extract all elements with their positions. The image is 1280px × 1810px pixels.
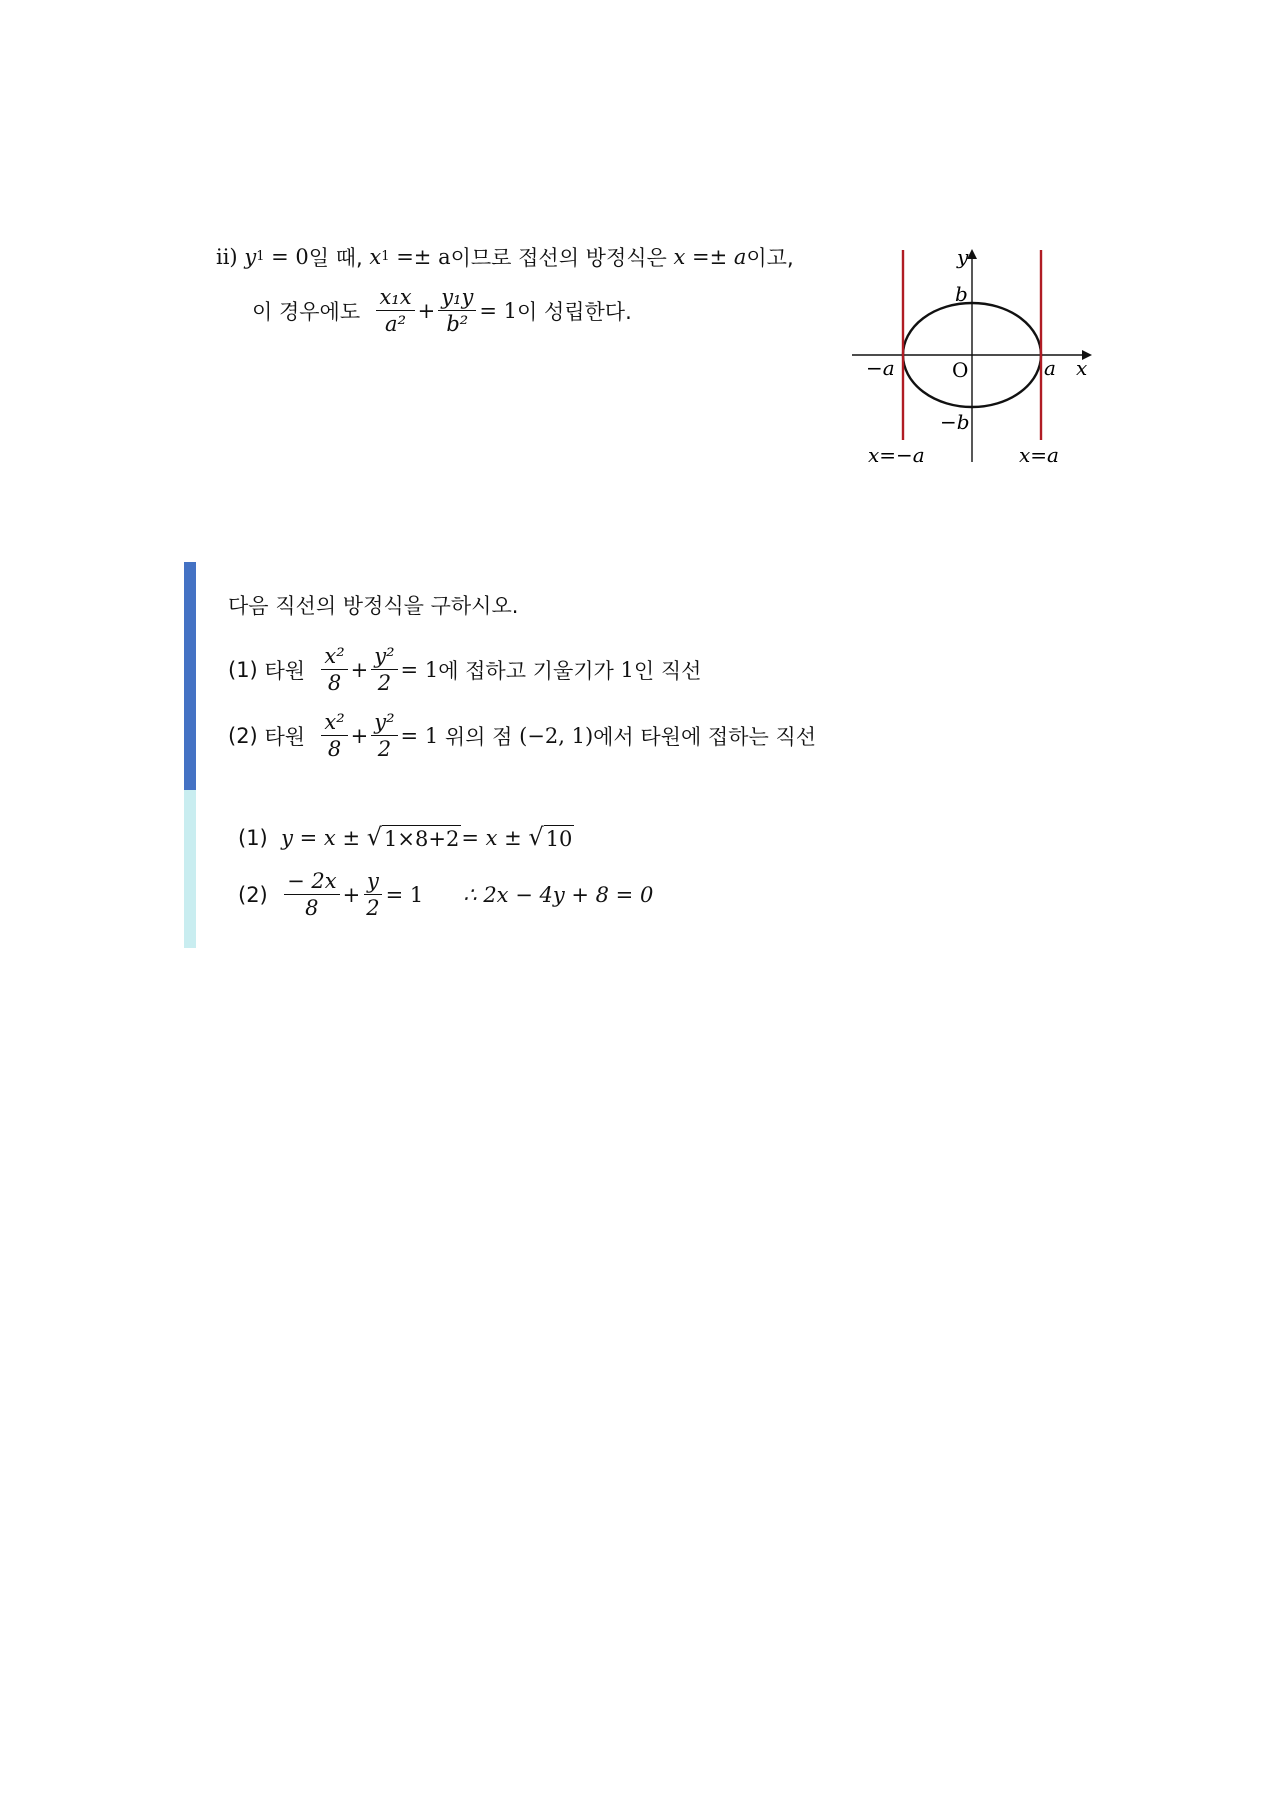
a2-plus: + [342,882,361,907]
case-ii-line2 [252,286,632,335]
a1-number: (1) [238,826,268,850]
q2-text: 위의 점 [438,724,520,749]
y-axis-arrow [967,249,977,259]
q2-eq: = 1 [400,723,439,748]
a2-fraction-1 [284,870,339,919]
right-a-label: a [1044,356,1056,380]
q2-fraction-x2-over-8 [321,711,347,760]
problem-q1 [228,645,701,694]
tangent-eq: x =± a [673,245,747,269]
q2-frac1-den: 8 [327,737,342,762]
q1-fraction-x2-over-8 [321,645,347,694]
q2-number: (2) [228,723,258,748]
eq-one: = 1 [479,298,517,323]
frac2-numerator: y₁y [438,286,476,311]
a1-sqrt-1 [367,825,462,851]
text-then: 이므로 접선의 방정식은 [450,246,674,270]
text-and: 이고, [746,246,794,270]
q2-word: 타원 [264,724,306,749]
a2-fraction-2 [363,870,382,919]
text-when: 일 때, [308,246,370,270]
a2-frac1-num: − 2x [284,870,339,895]
q2-frac2-num: y² [371,711,397,736]
q1-slope: 1 [620,657,634,682]
q1-number: (1) [228,657,258,682]
bottom-b-label: −b [940,410,970,434]
a1-radicand-1: 1×8+2 [384,827,460,851]
x1-eq: =± a [389,245,451,269]
q2-point: (−2, 1) [519,723,594,748]
ellipse-tangent-figure [830,240,1100,470]
radical-sign-icon: √ [528,823,544,851]
a1-lhs: y = x ± [281,826,361,850]
x1-var: x [369,245,382,269]
frac1-numerator: x₁x [376,286,414,311]
answer-accent-bar [184,790,196,948]
line2-suffix: 이 성립한다. [516,299,632,324]
q1-text2: 인 직선 [633,658,702,683]
a1-sqrt-2 [528,825,574,851]
answer-2 [238,870,653,919]
q2-fraction-y2-over-2 [371,711,397,760]
right-line-label: x=a [1019,443,1059,467]
a2-eq: = 1 [385,882,424,907]
left-line-label: x=−a [868,443,925,467]
radical-sign-icon: √ [366,823,383,851]
a1-radicand-2: 10 [545,827,573,851]
frac1-denominator: a² [385,312,406,337]
fraction-x1x-over-a2 [376,286,414,335]
case-ii-line1: ii) y 1 = 0 일 때, x 1 =± a 이므로 접선의 방정식은 x =± a 이고, [216,242,794,272]
q1-frac2-num: y² [371,645,397,670]
left-a-label: −a [866,356,895,380]
fraction-y1y-over-b2 [438,286,476,335]
a2-number: (2) [238,882,268,907]
line2-prefix: 이 경우에도 [252,299,361,324]
y-axis-label: y [957,245,969,269]
a2-therefore: ∴ 2x − 4y + 8 = 0 [463,882,654,907]
q2-text2: 에서 타원에 접하는 직선 [593,724,817,749]
q2-frac2-den: 2 [377,737,392,762]
q1-frac1-den: 8 [327,671,342,696]
a1-mid: = x ± [461,826,522,850]
frac2-denominator: b² [446,312,469,337]
q1-word: 타원 [264,658,306,683]
plus-sign: + [417,298,436,323]
top-b-label: b [955,282,968,306]
a2-frac1-den: 8 [305,896,319,921]
q1-frac2-den: 2 [377,671,392,696]
problem-intro: 다음 직선의 방정식을 구하시오. [228,594,519,618]
cond-var: y [244,245,257,269]
a2-frac2-den: 2 [366,896,380,921]
answer-1 [238,825,574,851]
q2-frac1-num: x² [321,711,347,736]
q1-text: 에 접하고 기울기가 [438,658,621,683]
origin-label: O [952,358,969,382]
x-axis-label: x [1076,356,1088,380]
q1-fraction-y2-over-2 [371,645,397,694]
a2-frac2-num: y [364,870,382,895]
q2-plus: + [350,723,369,748]
q1-plus: + [350,657,369,682]
cond-eq: = 0 [264,245,309,269]
case-label: ii) [216,245,238,269]
q1-eq: = 1 [400,657,439,682]
q1-frac1-num: x² [321,645,347,670]
problem-accent-bar [184,562,196,790]
problem-q2 [228,711,816,760]
